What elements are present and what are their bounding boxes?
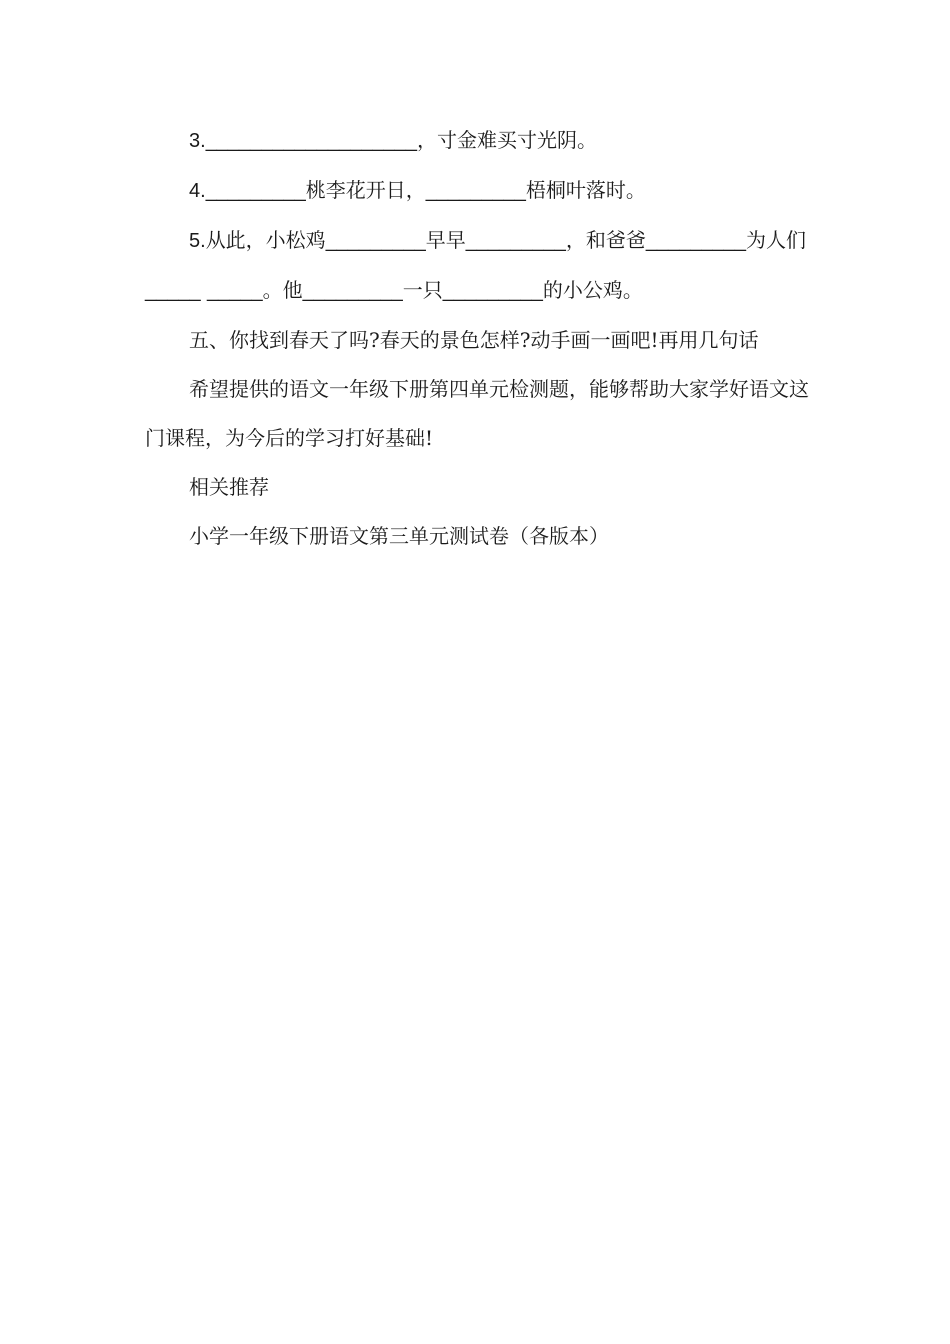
question-4 [145,166,809,216]
question-text: 的小公鸡。 [542,278,643,302]
fill-blank: _________ [302,280,403,302]
related-heading: 相关推荐 [189,475,269,499]
question-number: 4. [189,180,206,202]
question-5 [145,216,809,316]
question-3 [145,116,809,166]
fill-blank: _________ [205,180,306,202]
fill-blank: _____ [206,280,263,302]
question-text: 早早 [425,228,466,252]
question-number: 3. [189,130,206,152]
question-text: 从此，小松鸡 [205,228,326,252]
fill-blank: _________ [325,230,426,252]
document-body [145,116,809,561]
question-number: 5. [189,230,206,252]
section-5-prompt: 五、你找到春天了吗?春天的景色怎样?动手画一画吧!再用几句话 [189,328,759,352]
question-text: 桃李花开日， [305,178,426,202]
question-text: 梧桐叶落时。 [525,178,646,202]
related-article-link[interactable]: 小学一年级下册语文第三单元测试卷（各版本） [189,524,609,548]
question-text: ，和爸爸 [565,228,646,252]
question-text: 一只 [402,278,443,302]
question-text: 为人们 [746,228,807,252]
question-text: 。他 [262,278,303,302]
fill-blank: ___________________ [205,130,418,152]
fill-blank: _________ [442,280,543,302]
question-text: ，寸金难买寸光阴。 [417,128,598,152]
closing-paragraph: 希望提供的语文一年级下册第四单元检测题，能够帮助大家学好语文这门课程，为今后的学习打好基础! [145,377,809,450]
fill-blank: _________ [425,180,526,202]
fill-blank: _________ [645,230,747,252]
fill-blank: _____ [145,280,201,302]
fill-blank: _________ [465,230,566,252]
